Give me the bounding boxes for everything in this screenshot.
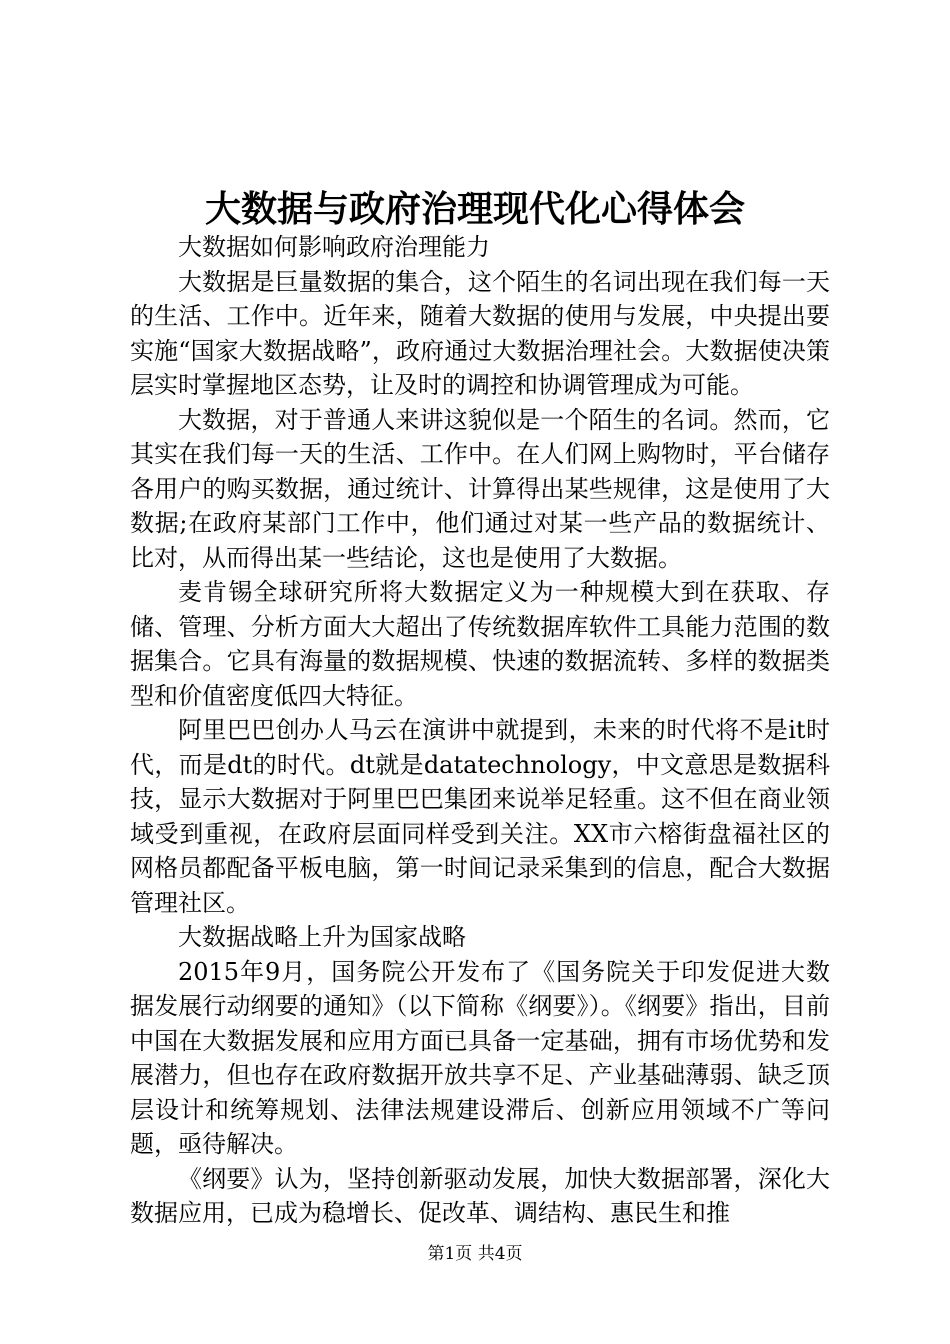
body-paragraph: 2015年9月，国务院公开发布了《国务院关于印发促进大数据发展行动纲要的通知》（以下简称《纲要》）。《纲要》指出，目前中国在大数据发展和应用方面已具备一定基础，拥有市场优势和发展潜力，但也存在政府数据开放共享不足、产业基础薄弱、缺乏顶层设计和统筹规划、法律法规建设滞后、创新应用领域不广等问题，亟待解决。 <box>130 957 830 1158</box>
body-paragraph: 阿里巴巴创办人马云在演讲中就提到，未来的时代将不是it时代，而是dt的时代。dt就是datatechnology，中文意思是数据科技，显示大数据对于阿里巴巴集团来说举足轻重。这不但在商业领域受到重视，在政府层面同样受到关注。XX市六榕街盘福社区的网格员都配备平板电脑，第一时间记录采集到的信息，配合大数据管理社区。 <box>130 716 830 917</box>
section-heading: 大数据如何影响政府治理能力 <box>178 233 490 261</box>
body-paragraph: 麦肯锡全球研究所将大数据定义为一种规模大到在获取、存储、管理、分析方面大大超出了传统数据库软件工具能力范围的数据集合。它具有海量的数据规模、快速的数据流转、多样的数据类型和价值密度低四大特征。 <box>130 578 830 710</box>
page-footer: 第1页 共4页 <box>427 1244 523 1264</box>
body-paragraph: 《纲要》认为，坚持创新驱动发展，加快大数据部署，深化大数据应用，已成为稳增长、促改革、调结构、惠民生和推 <box>130 1164 830 1227</box>
body-paragraph: 大数据是巨量数据的集合，这个陌生的名词出现在我们每一天的生活、工作中。近年来，随着大数据的使用与发展，中央提出要实施“国家大数据战略”，政府通过大数据治理社会。大数据使决策层实时掌握地区态势，让及时的调控和协调管理成为可能。 <box>130 267 830 399</box>
document-title: 大数据与政府治理现代化心得体会 <box>204 188 745 230</box>
body-paragraph: 大数据，对于普通人来讲这貌似是一个陌生的名词。然而，它其实在我们每一天的生活、工作中。在人们网上购物时，平台储存各用户的购买数据，通过统计、计算得出某些规律，这是使用了大数据;在政府某部门工作中，他们通过对某一些产品的数据统计、比对，从而得出某一些结论，这也是使用了大数据。 <box>130 405 830 572</box>
document-body <box>130 230 830 1231</box>
section-heading: 大数据战略上升为国家战略 <box>178 923 466 951</box>
